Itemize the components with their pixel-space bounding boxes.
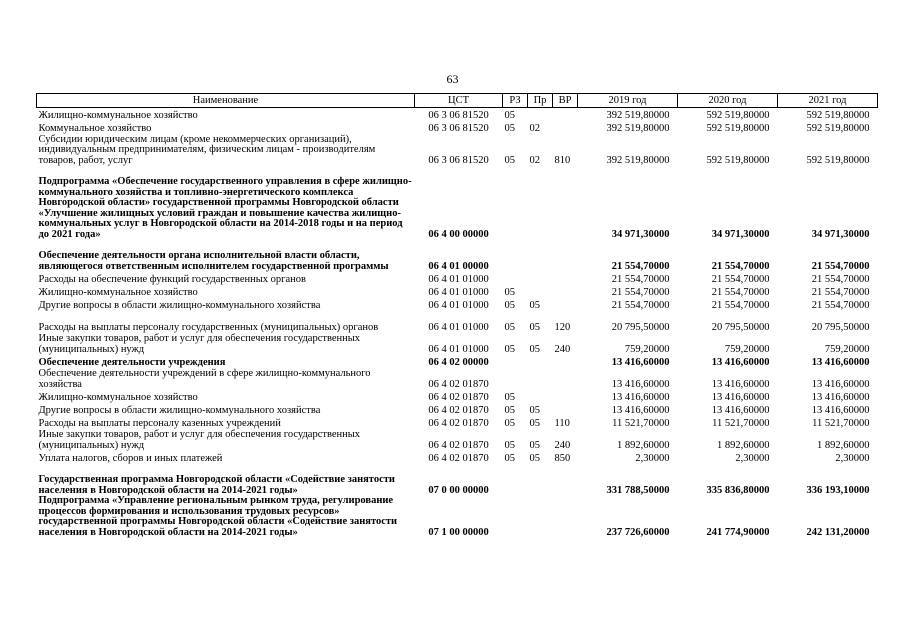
row-name: Расходы на выплаты персоналу казенных учреждений [38,417,281,429]
row-2019: 13 416,60000 [611,378,670,390]
row-pr: 02 [529,122,540,134]
header-2019: 2019 год [578,94,678,108]
row-cst: 06 4 01 00000 [428,260,489,272]
row-pr: 05 [529,299,540,311]
row-2021: 1 892,60000 [817,439,870,451]
row-rz: 05 [504,391,515,403]
row-2020: 592 519,80000 [706,122,770,134]
table-header-row [37,94,878,108]
row-cst: 06 4 02 01870 [428,439,489,451]
row-name: Жилищно-коммунальное хозяйство [38,109,198,121]
row-pr: 05 [529,321,540,333]
row-2019: 21 554,70000 [611,286,670,298]
row-2019: 20 795,50000 [611,321,670,333]
table-row [37,429,878,451]
table-row [37,390,878,403]
row-name: Подпрограмма «Обеспечение государственного управления в сфере жилищно-коммунального хозяйства и топливно-энергетического комплекса Новгородской области» государственной программы Новгородской области «Улучшение жилищных условий граждан и повышение качества жилищно-коммунальных услуг в Новгородской области на 2014-2018 годы и на период до 2021 года» [38,176,412,240]
row-pr: 05 [529,439,540,451]
row-pr [528,240,553,272]
row-2020: 759,20000 [724,343,770,355]
row-pr: 05 [529,452,540,464]
row-pr [528,166,553,240]
table-row [37,416,878,429]
row-2020: 13 416,60000 [711,404,770,416]
row-cst: 07 0 00 00000 [428,484,489,496]
row-rz: 05 [504,404,515,416]
row-rz: 05 [504,321,515,333]
row-cst: 06 4 02 01870 [428,452,489,464]
row-name: Иные закупки товаров, работ и услуг для обеспечения государственных (муниципальных) нужд [38,429,361,451]
row-2019: 2,30000 [635,452,670,464]
row-vr [553,403,578,416]
row-2019: 21 554,70000 [611,273,670,285]
row-cst: 06 4 01 01000 [428,299,489,311]
row-rz: 05 [504,122,515,134]
page-number: 63 [446,72,459,86]
row-2021: 592 519,80000 [806,109,870,121]
row-2020: 34 971,30000 [711,228,770,240]
row-2021: 13 416,60000 [811,391,870,403]
row-2020: 592 519,80000 [706,154,770,166]
row-2021: 336 193,10000 [806,484,870,496]
row-2020: 592 519,80000 [706,109,770,121]
row-name: Другие вопросы в области жилищно-коммунального хозяйства [38,404,321,416]
table-row [37,403,878,416]
row-2021: 21 554,70000 [811,273,870,285]
row-name: Уплата налогов, сборов и иных платежей [38,452,223,464]
row-2019: 759,20000 [624,343,670,355]
row-rz [503,464,528,496]
table-row [37,311,878,333]
row-vr [553,166,578,240]
row-name: Другие вопросы в области жилищно-коммунального хозяйства [38,299,321,311]
row-2019: 34 971,30000 [611,228,670,240]
row-cst: 06 3 06 81520 [428,122,489,134]
row-vr [553,464,578,496]
row-2020: 13 416,60000 [711,378,770,390]
table-row [37,333,878,355]
row-2021: 20 795,50000 [811,321,870,333]
row-cst: 06 4 02 00000 [428,356,489,368]
row-2021: 13 416,60000 [811,356,870,368]
row-2019: 13 416,60000 [611,356,670,368]
header-pr: Пр [528,94,553,108]
row-rz [503,355,528,368]
row-cst: 07 1 00 00000 [428,526,489,538]
row-rz: 05 [504,109,515,121]
row-name: Коммунальное хозяйство [38,122,152,134]
row-2021: 592 519,80000 [806,122,870,134]
table-row [37,464,878,496]
header-name: Наименование [37,94,415,108]
row-pr [528,108,553,122]
header-2020: 2020 год [678,94,778,108]
row-vr [553,355,578,368]
row-2019: 11 521,70000 [612,417,670,429]
row-name: Субсидии юридическим лицам (кроме некоммерческих организаций), индивидуальным предпринимателям, физическим лицам - производителям товаров, работ, услуг [38,134,376,166]
row-pr: 05 [529,404,540,416]
row-2020: 21 554,70000 [711,286,770,298]
row-rz: 05 [504,452,515,464]
row-rz [503,240,528,272]
row-2019: 331 788,50000 [606,484,670,496]
row-2020: 21 554,70000 [711,299,770,311]
row-2020: 11 521,70000 [712,417,770,429]
row-vr [553,298,578,311]
row-pr [528,390,553,403]
row-name: Обеспечение деятельности органа исполнительной власти области, являющегося ответственным исполнителем государственной программы [38,250,389,272]
row-vr [553,285,578,298]
row-pr [528,496,553,538]
row-2019: 392 519,80000 [606,122,670,134]
row-2021: 242 131,20000 [806,526,870,538]
row-cst: 06 4 02 01870 [428,404,489,416]
row-vr [553,368,578,390]
row-name: Расходы на выплаты персоналу государственных (муниципальных) органов [38,321,379,333]
table-body [37,108,878,539]
row-cst: 06 4 01 01000 [428,343,489,355]
row-rz: 05 [504,286,515,298]
row-vr [553,121,578,134]
row-2021: 759,20000 [824,343,870,355]
row-2021: 592 519,80000 [806,154,870,166]
row-2020: 2,30000 [735,452,770,464]
row-2019: 237 726,60000 [606,526,670,538]
row-2020: 241 774,90000 [706,526,770,538]
row-name: Государственная программа Новгородской области «Содействие занятости населения в Новгородской области на 2014-2021 годы» [38,474,395,496]
row-name: Обеспечение деятельности учреждений в сфере жилищно-коммунального хозяйства [38,368,371,390]
row-2021: 13 416,60000 [811,404,870,416]
row-name: Жилищно-коммунальное хозяйство [38,286,198,298]
row-rz: 05 [504,299,515,311]
row-name: Подпрограмма «Управление региональным рынком труда, регулирование процессов формирования и использования трудовых ресурсов» государственной программы Новгородской области «Содействие занятости населения в Новгородской области на 2014-2021 годы» [38,496,398,538]
row-vr: 240 [554,343,571,355]
row-2020: 20 795,50000 [711,321,770,333]
table-row [37,298,878,311]
row-2020: 21 554,70000 [711,260,770,272]
row-rz: 05 [504,417,515,429]
row-cst: 06 4 01 01000 [428,273,489,285]
row-vr [553,496,578,538]
row-pr [528,285,553,298]
row-2020: 13 416,60000 [711,391,770,403]
row-vr: 110 [554,417,570,429]
table-row [37,272,878,285]
row-cst: 06 4 00 00000 [428,228,489,240]
row-2021: 34 971,30000 [811,228,870,240]
row-cst: 06 4 01 01000 [428,321,489,333]
row-pr [528,355,553,368]
row-pr [528,464,553,496]
table-row [37,121,878,134]
row-cst: 06 4 02 01870 [428,417,489,429]
row-2019: 21 554,70000 [611,299,670,311]
row-2019: 392 519,80000 [606,154,670,166]
row-vr [553,108,578,122]
row-vr: 120 [554,321,571,333]
row-2020: 335 836,80000 [706,484,770,496]
row-pr [528,368,553,390]
row-cst: 06 4 02 01870 [428,378,489,390]
row-rz: 05 [504,439,515,451]
table-row [37,451,878,464]
row-name: Иные закупки товаров, работ и услуг для обеспечения государственных (муниципальных) нужд [38,333,361,355]
row-2019: 21 554,70000 [611,260,670,272]
row-vr: 240 [554,439,571,451]
row-pr: 02 [529,154,540,166]
row-vr [553,240,578,272]
table-row [37,285,878,298]
table-row [37,368,878,390]
row-rz [503,368,528,390]
header-cst: ЦСТ [415,94,503,108]
row-rz: 05 [504,154,515,166]
row-2020: 21 554,70000 [711,273,770,285]
row-rz: 05 [504,343,515,355]
row-vr [553,390,578,403]
table-row [37,240,878,272]
row-name: Обеспечение деятельности учреждения [38,356,226,368]
row-2020: 1 892,60000 [717,439,770,451]
row-2019: 1 892,60000 [617,439,670,451]
row-2021: 21 554,70000 [811,260,870,272]
table-row [37,166,878,240]
row-cst: 06 4 02 01870 [428,391,489,403]
row-pr [528,272,553,285]
row-name: Расходы на обеспечение функций государственных органов [38,273,306,285]
row-cst: 06 4 01 01000 [428,286,489,298]
row-2021: 2,30000 [835,452,870,464]
header-rz: РЗ [503,94,528,108]
table-row [37,496,878,538]
row-2021: 21 554,70000 [811,286,870,298]
row-rz [503,166,528,240]
row-2021: 13 416,60000 [811,378,870,390]
table-row [37,134,878,166]
header-2021: 2021 год [778,94,878,108]
row-vr: 810 [554,154,571,166]
row-vr [553,272,578,285]
row-rz [503,272,528,285]
header-vr: ВР [553,94,578,108]
row-2021: 11 521,70000 [812,417,870,429]
row-2021: 21 554,70000 [811,299,870,311]
row-pr: 05 [529,343,540,355]
table-row [37,355,878,368]
row-2019: 392 519,80000 [606,109,670,121]
row-2020: 13 416,60000 [711,356,770,368]
row-2019: 13 416,60000 [611,404,670,416]
table-row [37,108,878,122]
row-rz [503,496,528,538]
row-pr: 05 [529,417,540,429]
row-2019: 13 416,60000 [611,391,670,403]
row-cst: 06 3 06 81520 [428,109,489,121]
budget-table [36,93,878,538]
row-name: Жилищно-коммунальное хозяйство [38,391,198,403]
row-cst: 06 3 06 81520 [428,154,489,166]
row-vr: 850 [554,452,571,464]
